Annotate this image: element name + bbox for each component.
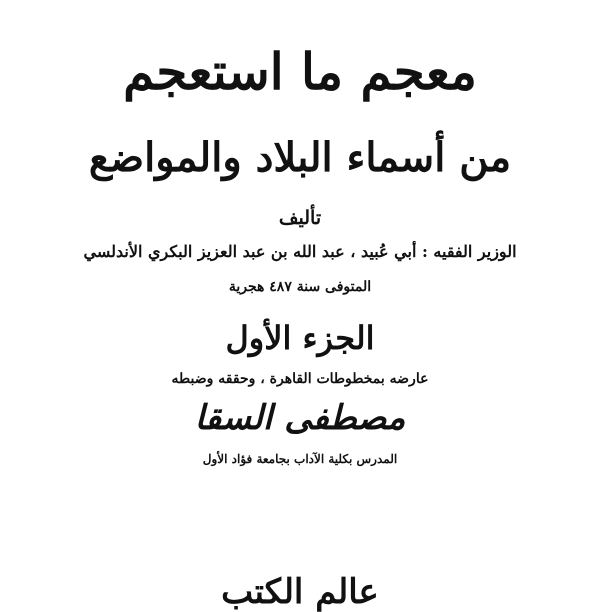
editor-role: المدرس بكلية الآداب بجامعة فؤاد الأول bbox=[202, 452, 398, 466]
death-date-line: المتوفى سنة ٤٨٧ هجرية bbox=[228, 279, 372, 295]
authorship-label: تأليف bbox=[278, 207, 322, 229]
author-line: الوزير الفقيه : أبي عُبيد ، عبد الله بن عبد العزيز البكري الأندلسي bbox=[83, 242, 517, 261]
volume-title: الجزء الأول bbox=[225, 319, 375, 357]
editing-note: عارضه بمخطوطات القاهرة ، وحققه وضبطه bbox=[171, 371, 429, 387]
subtitle: من أسماء البلاد والمواضع bbox=[88, 134, 512, 181]
editor-name: مصطفى السقا bbox=[194, 398, 406, 438]
main-title: معجم ما استعجم bbox=[123, 42, 477, 101]
publisher-name: عالم الكتب bbox=[221, 572, 379, 612]
